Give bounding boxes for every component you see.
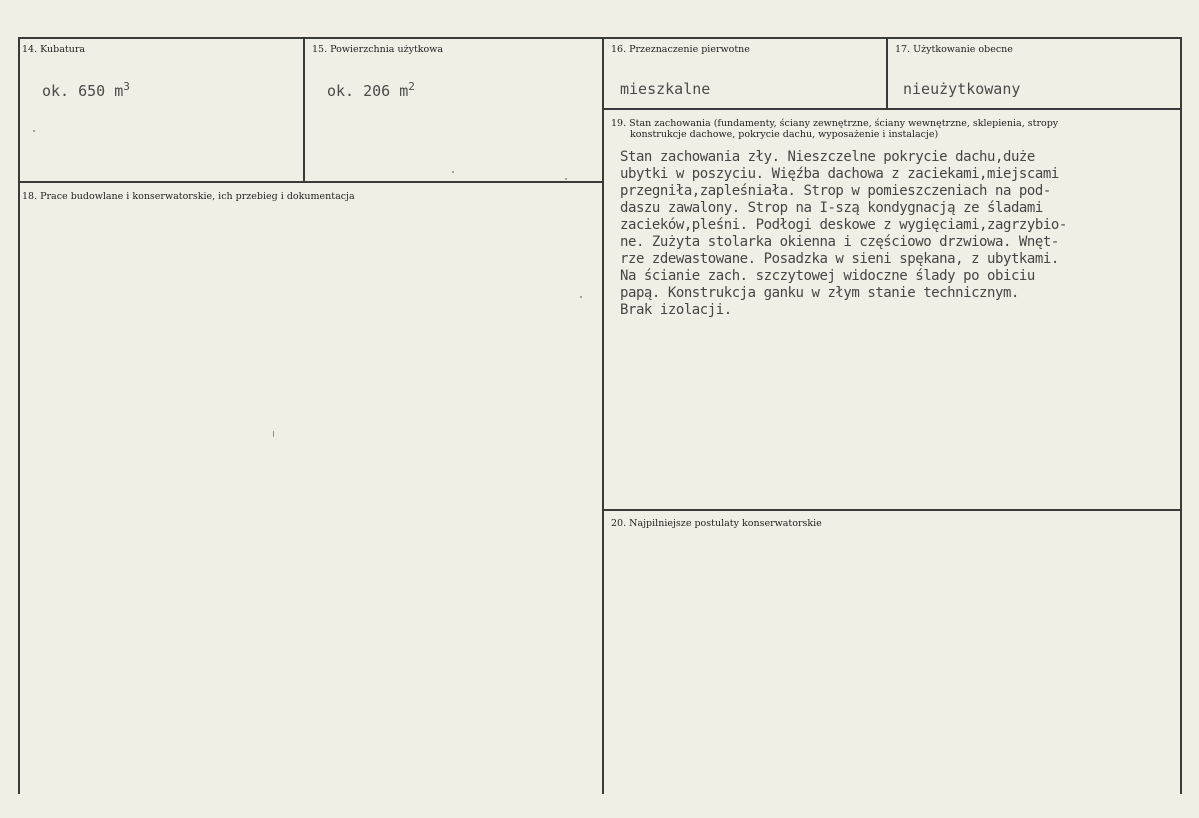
field-14-superscript: 3 <box>123 80 130 93</box>
field-14-text: ok. 650 m <box>42 82 124 100</box>
paper-speck <box>33 130 35 132</box>
field-15-text: ok. 206 m <box>327 82 409 100</box>
left-border <box>18 37 20 794</box>
row-divider-16-17 <box>602 108 1181 110</box>
field-17-label: 17. Użytkowanie obecne <box>895 44 1013 55</box>
top-border <box>18 37 1181 39</box>
paper-speck <box>580 296 582 298</box>
divider-16-17 <box>886 37 888 110</box>
field-16-label: 16. Przeznaczenie pierwotne <box>611 44 750 55</box>
field-19-line: ne. Zużyta stolarka okienna i częściowo drzwiowa. Wnęt- <box>620 234 1059 250</box>
field-19-text <box>620 149 1067 319</box>
field-14-label: 14. Kubatura <box>22 44 86 55</box>
paper-speck <box>565 178 567 180</box>
right-border <box>1180 37 1182 794</box>
field-19-label-line1: 19. Stan zachowania (fundamenty, ściany zewnętrzne, ściany wewnętrzne, sklepienia, stropy <box>611 118 1059 129</box>
paper-speck <box>452 171 454 173</box>
field-15-label: 15. Powierzchnia użytkowa <box>312 44 444 55</box>
field-19-line: zacieków,pleśni. Podłogi deskowe z wygięciami,zagrzybio- <box>620 217 1067 233</box>
field-19-line: ubytki w poszyciu. Więźba dachowa z zaciekami,miejscami <box>620 166 1059 182</box>
field-19-line: Stan zachowania zły. Nieszczelne pokrycie dachu,duże <box>620 149 1035 165</box>
center-divider <box>602 37 604 794</box>
field-19-line: Brak izolacji. <box>620 302 732 318</box>
field-15-value <box>327 80 415 100</box>
row-divider-19-20 <box>602 509 1181 511</box>
field-19-line: rze zdewastowane. Posadzka w sieni spękana, z ubytkami. <box>620 251 1059 267</box>
field-19-label-line2: konstrukcje dachowe, pokrycie dachu, wyposażenie i instalacje) <box>630 129 939 140</box>
field-20-label: 20. Najpilniejsze postulaty konserwatorskie <box>611 518 822 529</box>
divider-14-15 <box>303 37 305 182</box>
row-divider-left <box>18 181 603 183</box>
field-19-line: przegniła,zapleśniała. Strop w pomieszczeniach na pod- <box>620 183 1051 199</box>
field-18-label: 18. Prace budowlane i konserwatorskie, ich przebieg i dokumentacja <box>22 191 355 202</box>
field-19-line: papą. Konstrukcja ganku w złym stanie technicznym. <box>620 285 1019 301</box>
field-17-value: nieużytkowany <box>903 80 1021 98</box>
field-19-line: Na ścianie zach. szczytowej widoczne ślady po obiciu <box>620 268 1035 284</box>
field-16-value: mieszkalne <box>620 80 711 98</box>
paper-speck <box>273 431 274 437</box>
field-15-superscript: 2 <box>408 80 415 93</box>
field-14-value <box>42 80 130 100</box>
field-19-line: daszu zawalony. Strop na I-szą kondygnacją ze śladami <box>620 200 1043 216</box>
